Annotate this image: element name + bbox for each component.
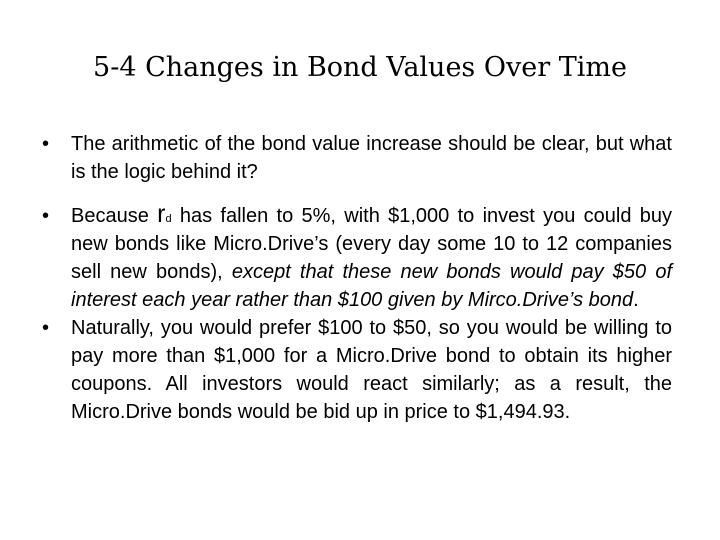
bullet-text-middle: has fallen to 5%, with $1,000 to invest you could buy new bonds like Micro.Drive’s (every day some 10 to 12 companies sell new bonds), [71, 205, 673, 283]
bullet-text-suffix: . [633, 289, 639, 311]
bullet-item [42, 314, 672, 426]
rate-symbol-main: r [157, 200, 166, 228]
rate-symbol [157, 200, 171, 228]
bullet-list [42, 130, 672, 426]
rate-symbol-subscript: d [165, 213, 172, 225]
bullet-text-italic: except that these new bonds would pay $50 of interest each year rather than $100 given by Mirco.Drive’s bond [71, 261, 672, 311]
bullet-text: The arithmetic of the bond value increase should be clear, but what is the logic behind it? [71, 133, 672, 183]
bullet-item [42, 130, 672, 186]
bullet-item [42, 202, 672, 314]
bullet-dot: • [42, 133, 50, 155]
bullet-dot: • [42, 317, 50, 339]
slide-title: 5-4 Changes in Bond Values Over Time [93, 52, 627, 83]
bullet-text-prefix: Because [71, 205, 158, 227]
bullet-dot: • [42, 205, 50, 227]
bullet-text: Naturally, you would prefer $100 to $50, so you would be willing to pay more than $1,000 for a Micro.Drive bond to obtain its higher coupons. All investors would react similarly; as a result, the Micro.Drive bonds would be bid up in price to $1,494.93. [71, 317, 672, 423]
